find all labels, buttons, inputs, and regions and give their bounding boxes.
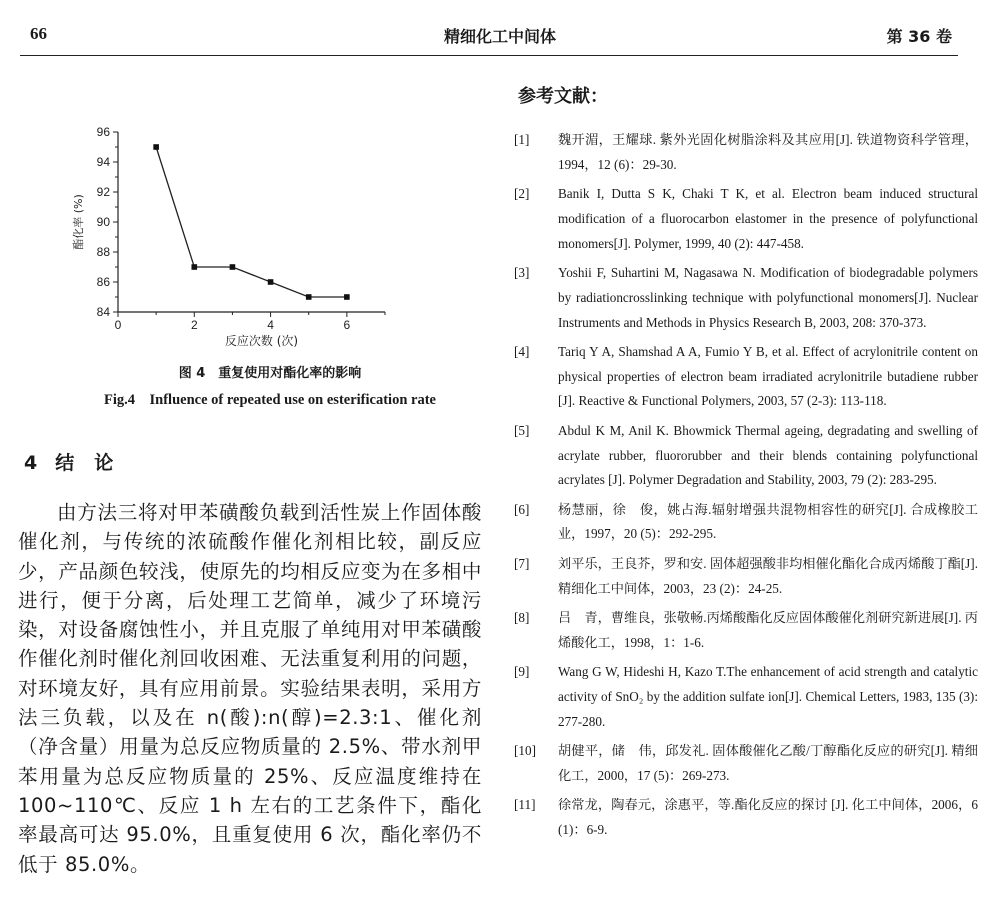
reference-text: Tariq Y A, Shamshad A A, Fumio Y B, et al. Effect of acrylonitrile content on physical properties of electron beam irradiated acrylonitrile butadiene rubber [J]. Reactive & Functional Polymers, 2003, 57 (2-3): 113-118. (558, 343, 978, 409)
reference-item (512, 261, 978, 335)
y-tick-label: 88 (96, 245, 110, 259)
references-list (512, 128, 978, 847)
series-line (156, 147, 347, 297)
reference-item (512, 793, 978, 843)
data-point-marker (306, 294, 312, 300)
data-point-marker (344, 294, 350, 300)
section-heading (24, 448, 113, 475)
x-tick-label: 0 (114, 318, 122, 332)
references-heading: 参考文献： (518, 86, 608, 107)
section-number: 4 (24, 452, 38, 474)
header-rule (20, 55, 958, 56)
reference-number: [4] (514, 343, 530, 359)
reference-number: [6] (514, 501, 530, 517)
y-axis-label: 酯化率 (%) (72, 194, 85, 250)
reference-number: [3] (514, 264, 530, 280)
reference-text: 魏开湄，王耀球. 紫外光固化树脂涂料及其应用[J]. 铁道物资科学管理，1994，12 (6)：29-30. (558, 132, 978, 172)
reference-number: [7] (514, 555, 530, 571)
x-axis-label: 反应次数 (次) (224, 334, 299, 348)
reference-text: 胡健平，储 伟，邱发礼. 固体酸催化乙酸/丁醇酯化反应的研究[J]. 精细化工，2000，17 (5)：269-273. (558, 742, 978, 783)
reference-number: [8] (514, 609, 530, 625)
reference-text: Yoshii F, Suhartini M, Nagasawa N. Modification of biodegradable polymers by radiationcrosslinking technique with polyfunctional monomers[J]. Nuclear Instruments and Methods in Physics Research B, 2003, 208: 370-373. (558, 264, 978, 330)
reference-text: 徐常龙，陶春元，涂惠平，等.酯化反应的探讨 [J]. 化工中间体，2006，6 (1)：6-9. (558, 796, 978, 837)
reference-item (512, 552, 978, 602)
reference-item (512, 419, 978, 493)
y-tick-label: 90 (96, 215, 110, 229)
reference-number: [11] (514, 796, 536, 812)
conclusion-paragraph: 由方法三将对甲苯磺酸负载到活性炭上作固体酸催化剂，与传统的浓硫酸作催化剂相比较，副反应少，产品颜色较浅，使原先的均相反应变为在多相中进行，便于分离，后处理工艺简单，减少了环境污染，对设备腐蚀性小，并且克服了单纯用对甲苯磺酸作催化剂时催化剂回收困难、无法重复利用的问题，对环境友好，具有应用前景。实验结果表明，采用方法三负载，以及在 n(酸):n(醇)=2.3:1、催化剂（净含量）用量为总反应物质量的 2.5%、带水剂甲苯用量为总反应物质量的 25%、反应温度维持在 100~110℃、反应 1 h 左右的工艺条件下，酯化率最高可达 95.0%，且重复使用 6 次，酯化率仍不低于 85.0%。 (18, 501, 482, 876)
data-point-marker (268, 279, 274, 285)
reference-item (512, 660, 978, 734)
reference-number: [2] (514, 186, 530, 202)
y-tick-label: 84 (96, 305, 110, 319)
y-tick-label: 86 (96, 275, 110, 289)
reference-item (512, 498, 978, 548)
section-title-2: 论 (94, 452, 114, 474)
reference-number: [10] (514, 742, 536, 758)
y-tick-label: 94 (96, 155, 110, 169)
reference-item (512, 128, 978, 178)
y-tick-label: 92 (96, 185, 110, 199)
y-tick-label: 96 (96, 125, 110, 139)
x-tick-label: 4 (267, 318, 274, 332)
reference-item (512, 606, 978, 656)
x-tick-label: 6 (343, 318, 351, 332)
reference-number: [9] (514, 663, 530, 679)
section-title-1: 结 (55, 452, 75, 474)
reference-text: Banik I, Dutta S K, Chaki T K, et al. Electron beam induced structural modification of a fluorocarbon elastomer in the presence of polyfunctional monomers[J]. Polymer, 1999, 40 (2): 447-458. (558, 186, 978, 251)
journal-title: 精细化工中间体 (443, 27, 556, 46)
reference-number: [5] (514, 422, 530, 438)
reference-item (512, 739, 978, 789)
reference-text: 吕 青，曹维良，张敬畅.丙烯酸酯化反应固体酸催化剂研究新进展[J]. 丙烯酸化工，1998，1：1-6. (558, 609, 978, 650)
reference-item (512, 340, 978, 414)
figure-caption-en: Fig.4 Influence of repeated use on esterification rate (104, 392, 436, 408)
volume-label: 第 36 卷 (886, 27, 952, 46)
page-number: 66 (30, 24, 47, 43)
x-tick-label: 2 (190, 318, 198, 332)
data-point-marker (191, 264, 197, 270)
reference-item (512, 182, 978, 256)
running-header (0, 0, 1000, 60)
esterification-chart (60, 118, 420, 354)
reference-text: Abdul K M, Anil K. Bhowmick Thermal ageing, degradating and swelling of acrylate rubber, fluororubber and their blends containing polyfunctional acrylates [J]. Polymer Degradation and Stability, 2003, 79 (2): 283-295. (558, 422, 978, 488)
data-point-marker (230, 264, 236, 270)
reference-text: Wang G W, Hideshi H, Kazo T.The enhancement of acid strength and catalytic activity of SnO₂ by the addition sulfate ion[J]. Chemical Letters, 1983, 135 (3): 277-280. (558, 663, 978, 729)
reference-text: 杨慧丽，徐 俊，姚占海.辐射增强共混物相容性的研究[J]. 合成橡胶工业，1997，20 (5)：292-295. (558, 501, 978, 542)
figure-caption-cn: 图 4 重复使用对酯化率的影响 (178, 366, 362, 381)
data-point-marker (153, 144, 159, 150)
reference-text: 刘平乐，王良芥，罗和安. 固体超强酸非均相催化酯化合成丙烯酸丁酯[J]. 精细化工中间体，2003，23 (2)：24-25. (558, 555, 978, 596)
reference-number: [1] (514, 132, 530, 147)
